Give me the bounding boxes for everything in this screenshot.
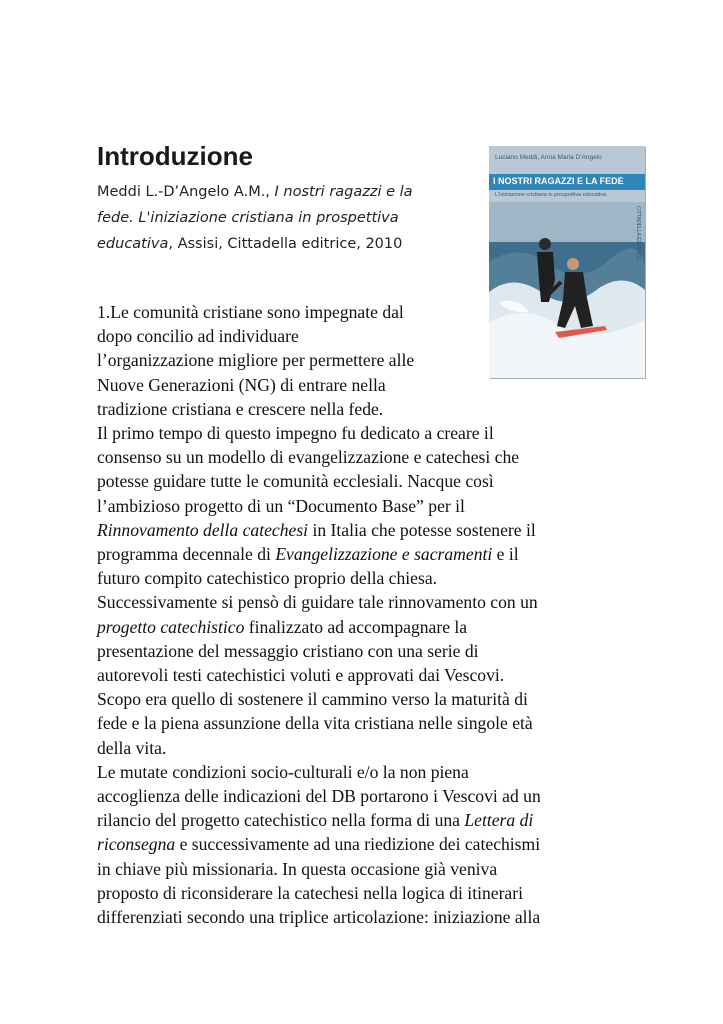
text-line: tradizione cristiana e crescere nella fede.: [97, 398, 384, 419]
citation-publisher: , Assisi, Cittadella editrice, 2010: [168, 236, 403, 252]
text-segment: finalizzato ad accompagnare la: [244, 616, 468, 637]
italic-phrase: progetto catechistico: [97, 616, 245, 637]
text-line: proposto di riconsiderare la catechesi nella logica di itinerari: [97, 882, 523, 903]
cover-subtitle: L'iniziazione cristiana in prospettiva educativa: [495, 192, 607, 198]
text-line: Nuove Generazioni (NG) di entrare nella: [97, 374, 386, 395]
text-segment: in Italia che potesse sostenere il: [308, 519, 536, 540]
citation-title-end: educativa: [97, 236, 169, 252]
text-line: [97, 832, 627, 856]
text-segment: e successivamente ad una riedizione dei catechismi: [175, 834, 541, 855]
text-line: autorevoli testi catechistici voluti e approvati dai Vescovi.: [97, 665, 505, 686]
text-line: [97, 808, 627, 832]
text-line: potesse guidare tutte le comunità ecclesiali. Nacque così: [97, 471, 494, 492]
cover-publisher: CITTADELLA EDITRICE: [635, 206, 641, 261]
citation-title-cont: fede. L'iniziazione cristiana in prospettiva: [97, 210, 399, 226]
text-segment: rilancio del progetto catechistico nella forma di una: [97, 810, 465, 831]
italic-phrase: Lettera di: [464, 810, 534, 831]
text-line: 1.Le comunità cristiane sono impegnate dal: [97, 302, 404, 322]
text-line: l’organizzazione migliore per permettere alle: [97, 350, 415, 371]
text-segment: e il: [492, 544, 519, 565]
text-line: Scopo era quello di sostenere il cammino verso la maturità di: [97, 689, 528, 710]
text-line: in chiave più missionaria. In questa occasione già veniva: [97, 858, 498, 879]
italic-phrase: Rinnovamento della catechesi: [97, 519, 309, 540]
italic-phrase: riconsegna: [97, 834, 176, 855]
text-line: futuro compito catechistico proprio della chiesa.: [97, 568, 438, 589]
text-line: [97, 518, 627, 542]
italic-phrase: Evangelizzazione e sacramenti: [275, 544, 493, 565]
cover-title: I NOSTRI RAGAZZI E LA FEDE: [493, 176, 624, 186]
text-line: [97, 615, 627, 639]
text-line: presentazione del messaggio cristiano con una serie di: [97, 640, 479, 661]
text-line: [97, 542, 627, 566]
text-line: l’ambizioso progetto di un “Documento Base” per il: [97, 495, 465, 516]
body-paragraph: [97, 300, 627, 929]
citation-authors: Meddi L.-D’Angelo A.M.,: [97, 184, 275, 200]
text-line: consenso su un modello di evangelizzazione e catechesi che: [97, 447, 520, 468]
text-line: dopo concilio ad individuare: [97, 326, 299, 347]
text-line: fede e la piena assunzione della vita cristiana nelle singole età: [97, 713, 533, 734]
cover-authors: Luciano Meddi, Anna Maria D'Angelo: [495, 154, 602, 161]
text-line: Le mutate condizioni socio-culturali e/o la non piena: [97, 761, 469, 782]
page-title: Introduzione: [97, 141, 253, 171]
text-line: accoglienza delle indicazioni del DB portarono i Vescovi ad un: [97, 786, 541, 807]
text-line: Il primo tempo di questo impegno fu dedicato a creare il: [97, 423, 494, 444]
text-line: differenziati secondo una triplice articolazione: iniziazione alla: [97, 907, 541, 928]
citation-title: I nostri ragazzi e la: [274, 184, 413, 200]
bibliographic-citation: [97, 179, 487, 257]
text-line: Successivamente si pensò di guidare tale rinnovamento con un: [97, 592, 538, 613]
text-segment: programma decennale di: [97, 544, 276, 565]
text-line: della vita.: [97, 737, 167, 758]
